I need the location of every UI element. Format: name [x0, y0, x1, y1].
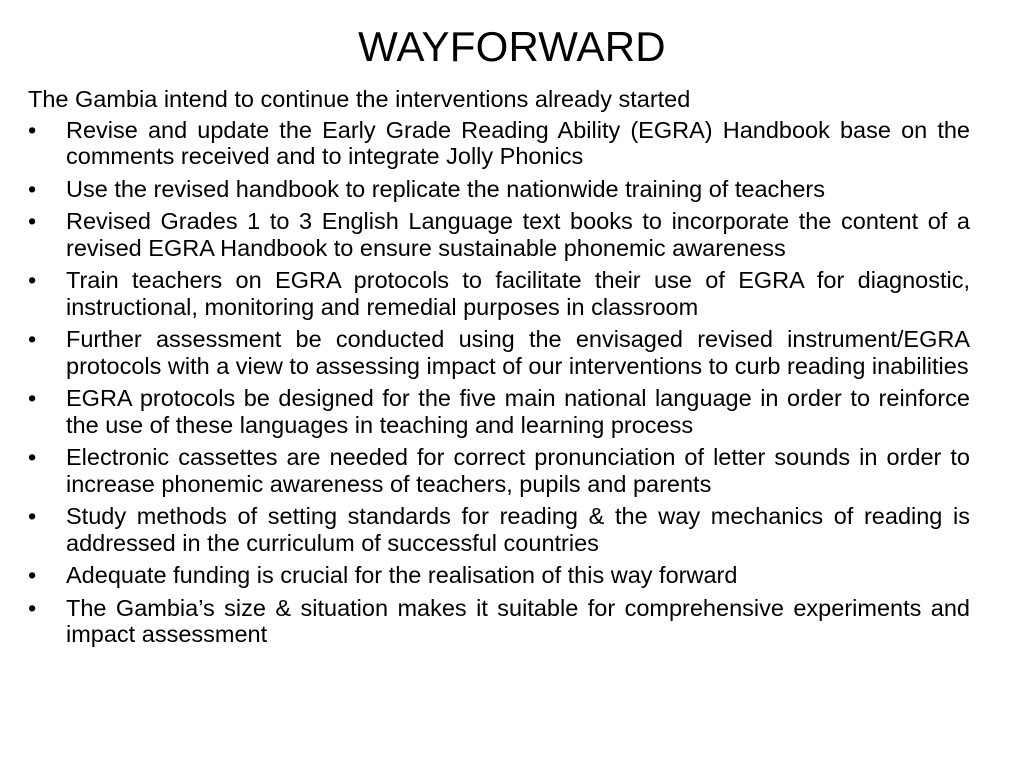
bullet-text: Study methods of setting standards for reading & the way mechanics of reading is addressed in the curriculum of successful countries — [66, 503, 970, 556]
bullet-text: Revise and update the Early Grade Reading Ability (EGRA) Handbook base on the comments received and to integrate Jolly Phonics — [66, 116, 970, 169]
bullet-icon: • — [28, 594, 37, 621]
bullet-item — [28, 385, 970, 438]
bullet-icon: • — [28, 116, 37, 143]
bullet-text: Use the revised handbook to replicate the nationwide training of teachers — [66, 175, 825, 202]
bullet-text: Electronic cassettes are needed for correct pronunciation of letter sounds in order to increase phonemic awareness of teachers, pupils and parents — [66, 444, 970, 497]
bullet-text: Revised Grades 1 to 3 English Language text books to incorporate the content of a revised EGRA Handbook to ensure sustainable phonemic awareness — [66, 208, 970, 261]
bullet-icon: • — [28, 562, 37, 588]
bullet-text: EGRA protocols be designed for the five main national language in order to reinforce the use of these languages in teaching and learning process — [66, 385, 970, 438]
slide-content — [28, 86, 970, 654]
bullet-item — [28, 595, 970, 648]
bullet-icon: • — [28, 444, 37, 470]
bullet-icon: • — [28, 267, 37, 293]
bullet-icon: • — [28, 385, 37, 411]
bullet-text: The Gambia’s size & situation makes it suitable for comprehensive experiments and impact assessment — [66, 594, 970, 647]
bullet-item — [28, 267, 970, 320]
bullet-item — [28, 503, 970, 556]
bullet-item — [28, 117, 970, 170]
bullet-item — [28, 176, 970, 203]
bullet-icon: • — [28, 326, 37, 352]
bullet-text: Train teachers on EGRA protocols to facilitate their use of EGRA for diagnostic, instructional, monitoring and remedial purposes in classroom — [66, 267, 970, 320]
intro-text: The Gambia intend to continue the interventions already started — [28, 86, 691, 112]
bullet-item — [28, 444, 970, 497]
bullet-text: Further assessment be conducted using the envisaged revised instrument/EGRA protocols with a view to assessing impact of our interventions to curb reading inabilities — [66, 326, 970, 379]
bullet-item — [28, 562, 970, 589]
bullet-text: Adequate funding is crucial for the realisation of this way forward — [66, 562, 738, 588]
bullet-icon: • — [28, 208, 37, 234]
bullet-icon: • — [28, 503, 37, 529]
bullet-item — [28, 208, 970, 261]
bullet-icon: • — [28, 175, 37, 202]
bullet-item — [28, 326, 970, 379]
bullet-list — [28, 117, 970, 648]
slide-title: WAYFORWARD — [358, 23, 666, 70]
